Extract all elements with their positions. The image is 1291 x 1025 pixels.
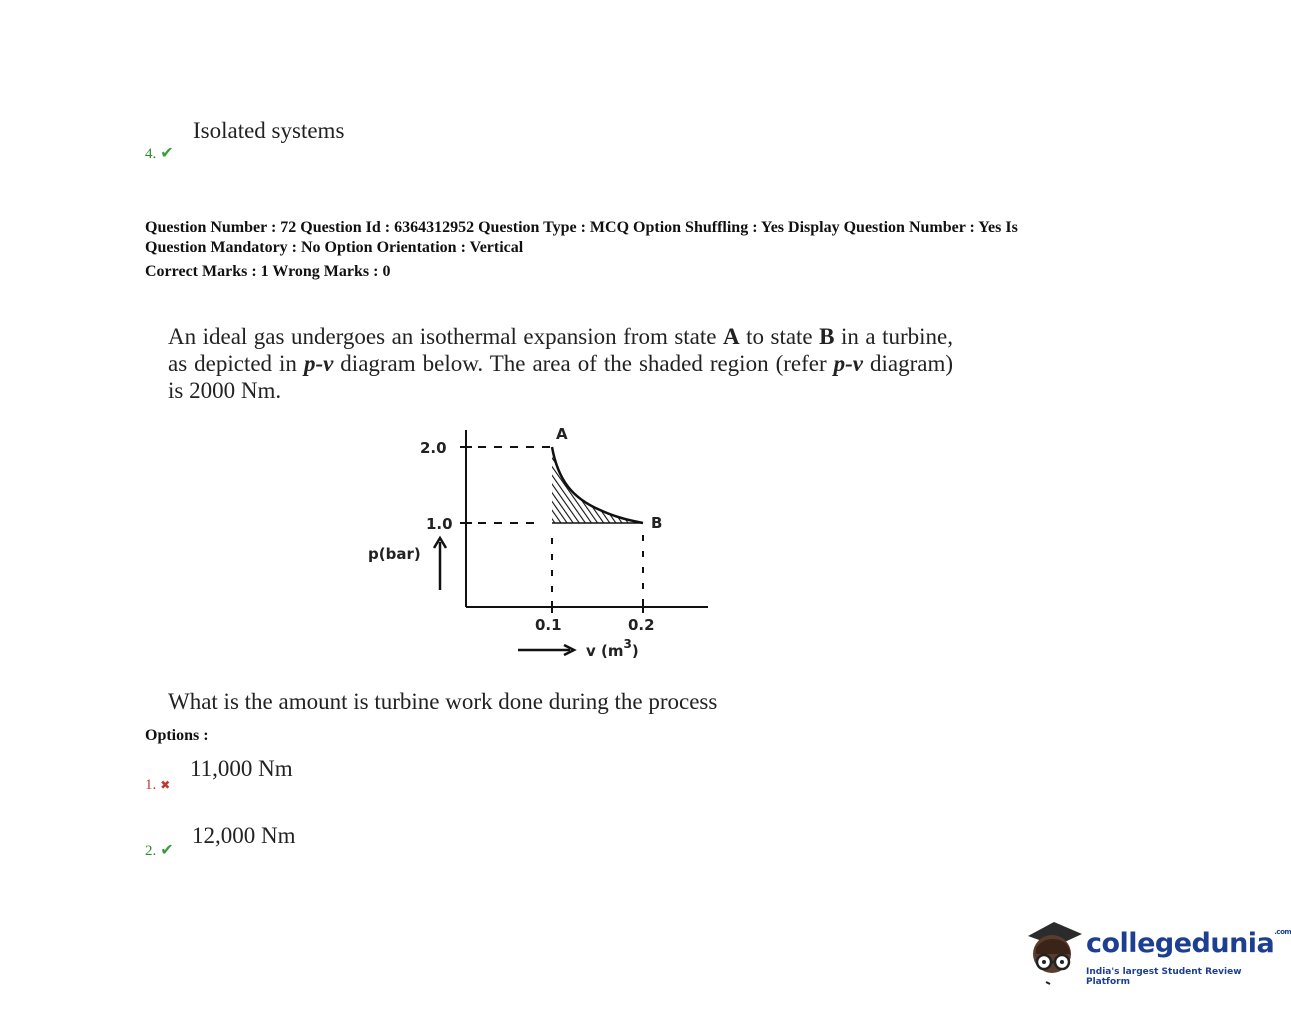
meta-line-3: Correct Marks : 1 Wrong Marks : 0: [145, 263, 391, 280]
option-2-marker: [145, 840, 174, 860]
q-part-4: diagram below. The area of the shaded region (refer: [333, 351, 834, 376]
question-prompt: What is the amount is turbine work done during the process: [168, 689, 718, 714]
logo-tagline: India's largest Student Review Platform: [1086, 967, 1242, 987]
cross-icon: ✖: [160, 778, 171, 792]
x-axis-label-sup: 3: [623, 637, 632, 651]
mascot-icon: [1024, 918, 1086, 986]
option-1-marker: [145, 776, 170, 794]
x-tick-label-1: 0.1: [535, 616, 562, 634]
x-axis-label-main: v (m: [586, 642, 624, 660]
y-tick-label-low: 1.0: [426, 515, 453, 533]
x-axis-label: [586, 637, 639, 660]
q-part-2: to state: [739, 324, 820, 349]
x-axis-label-close: ): [631, 642, 639, 660]
q-part-1: An ideal gas undergoes an isothermal expansion from state: [168, 324, 723, 349]
q-part-3: in a turbine, as depicted in: [168, 324, 953, 376]
point-a-label: A: [556, 425, 568, 443]
logo-name-text: collegedunia: [1086, 928, 1275, 959]
options-label: Options :: [145, 727, 209, 744]
point-b-label: B: [651, 514, 663, 532]
pv-term-1: p-v: [303, 351, 334, 376]
check-icon: ✔: [160, 842, 174, 859]
y-tick-label-high: 2.0: [420, 439, 447, 457]
x-tick-label-2: 0.2: [628, 616, 655, 634]
option-1-number: 1.: [145, 777, 157, 793]
state-a: A: [722, 324, 740, 349]
pv-diagram: [360, 420, 720, 670]
y-axis-label: p(bar): [368, 545, 421, 563]
option-4-marker: [145, 143, 174, 163]
logo-name: [1086, 928, 1291, 959]
logo-suffix: .com: [1274, 928, 1291, 936]
state-b: B: [819, 324, 835, 349]
q-part-5: diagram) is 2000 Nm.: [168, 351, 953, 403]
option-2-number: 2.: [145, 843, 157, 859]
option-4-text: Isolated systems: [193, 118, 345, 143]
meta-line-1: Question Number : 72 Question Id : 6364312952 Question Type : MCQ Option Shuffling : Yes Display Question Number : Yes Is: [145, 219, 1018, 236]
meta-line-2: Question Mandatory : No Option Orientation : Vertical: [145, 239, 524, 256]
check-icon: ✔: [160, 145, 174, 162]
question-text: [168, 323, 953, 404]
collegedunia-logo: [1024, 918, 1291, 990]
option-2-text[interactable]: 12,000 Nm: [192, 823, 296, 848]
pv-term-2: p-v: [833, 351, 863, 376]
option-1-text[interactable]: 11,000 Nm: [190, 756, 293, 781]
option-4-number: 4.: [145, 146, 157, 162]
question-meta: [145, 218, 1145, 282]
